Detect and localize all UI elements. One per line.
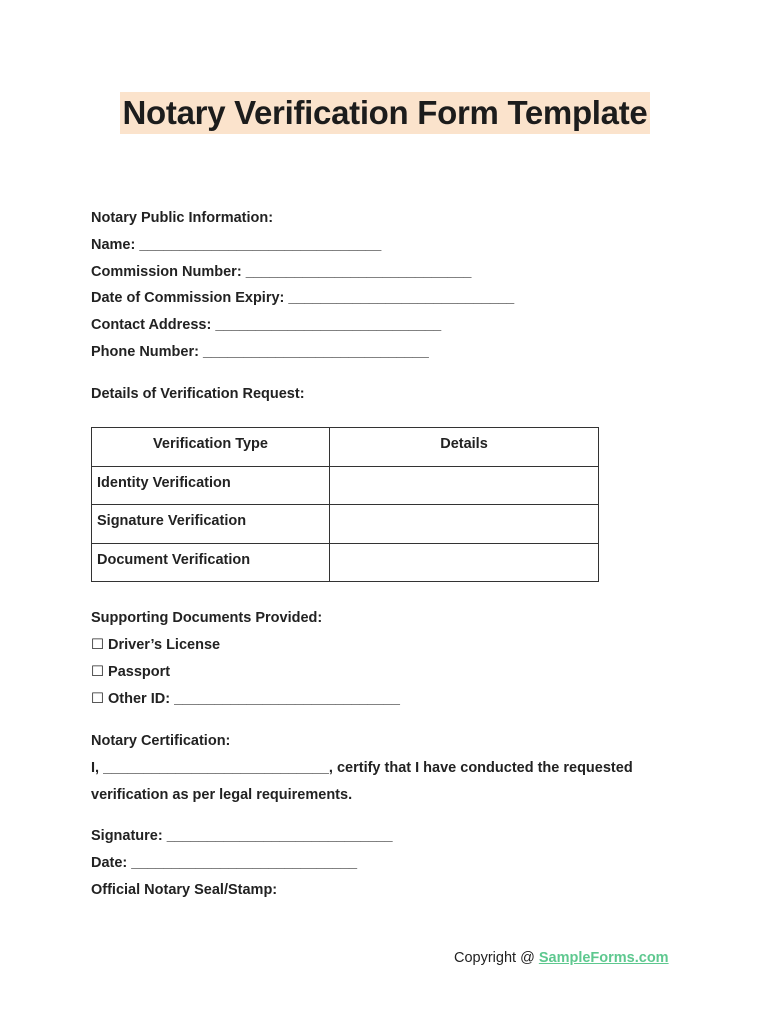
- date-label: Date:: [91, 855, 128, 871]
- drivers-license-option[interactable]: [91, 636, 220, 654]
- title-wrap: [0, 92, 770, 134]
- checkbox-icon[interactable]: ☐: [91, 691, 104, 707]
- row-details-signature[interactable]: [330, 505, 599, 544]
- other-id-option[interactable]: [91, 690, 400, 708]
- commission-number-blank: ____________________________: [245, 264, 472, 280]
- brand-link[interactable]: SampleForms.com: [538, 950, 669, 966]
- row-type-document: Document Verification: [92, 543, 330, 582]
- copyright-prefix: Copyright @: [454, 950, 535, 966]
- signature-blank: ____________________________: [166, 828, 393, 844]
- commission-expiry-blank: ____________________________: [288, 290, 515, 306]
- table-row: [92, 466, 599, 505]
- verification-heading: Details of Verification Request:: [91, 386, 305, 402]
- commission-number-label: Commission Number:: [91, 264, 242, 280]
- checkbox-icon[interactable]: ☐: [91, 664, 104, 680]
- seal-label: Official Notary Seal/Stamp:: [91, 882, 278, 898]
- passport-option[interactable]: [91, 663, 170, 681]
- table-header-row: [92, 428, 599, 467]
- certification-prefix: I,: [91, 760, 100, 776]
- table-row: [92, 505, 599, 544]
- other-id-label: Other ID:: [108, 691, 171, 707]
- row-type-identity: Identity Verification: [92, 466, 330, 505]
- notary-info-heading: Notary Public Information:: [91, 210, 274, 226]
- certification-suffix: , certify that I have conducted the requested: [328, 760, 633, 776]
- supporting-docs-heading: Supporting Documents Provided:: [91, 610, 323, 626]
- column-header-details: Details: [330, 428, 599, 467]
- row-details-document[interactable]: [330, 543, 599, 582]
- checkbox-icon[interactable]: ☐: [91, 637, 104, 653]
- footer-copyright: [454, 950, 669, 966]
- name-field[interactable]: [91, 236, 381, 254]
- contact-address-label: Contact Address:: [91, 317, 212, 333]
- row-details-identity[interactable]: [330, 466, 599, 505]
- signature-label: Signature:: [91, 828, 163, 844]
- column-header-type: Verification Type: [92, 428, 330, 467]
- contact-address-blank: ____________________________: [215, 317, 442, 333]
- commission-number-field[interactable]: [91, 263, 472, 281]
- contact-address-field[interactable]: [91, 316, 441, 334]
- phone-number-label: Phone Number:: [91, 344, 199, 360]
- signature-field[interactable]: [91, 827, 393, 845]
- verification-table: [91, 427, 599, 582]
- name-blank: ______________________________: [139, 237, 382, 253]
- commission-expiry-label: Date of Commission Expiry:: [91, 290, 285, 306]
- certification-line-2: verification as per legal requirements.: [91, 787, 353, 803]
- date-field[interactable]: [91, 854, 357, 872]
- phone-number-blank: ____________________________: [202, 344, 429, 360]
- commission-expiry-field[interactable]: [91, 289, 514, 307]
- other-id-blank: ____________________________: [174, 691, 400, 707]
- drivers-license-label: Driver’s License: [108, 637, 221, 653]
- table-row: [92, 543, 599, 582]
- page-title: Notary Verification Form Template: [120, 92, 651, 134]
- phone-number-field[interactable]: [91, 343, 429, 361]
- certifier-name-blank[interactable]: ____________________________: [103, 760, 329, 776]
- row-type-signature: Signature Verification: [92, 505, 330, 544]
- passport-label: Passport: [108, 664, 171, 680]
- certification-line-1: [91, 759, 633, 777]
- name-label: Name:: [91, 237, 136, 253]
- date-blank: ____________________________: [131, 855, 358, 871]
- certification-heading: Notary Certification:: [91, 733, 231, 749]
